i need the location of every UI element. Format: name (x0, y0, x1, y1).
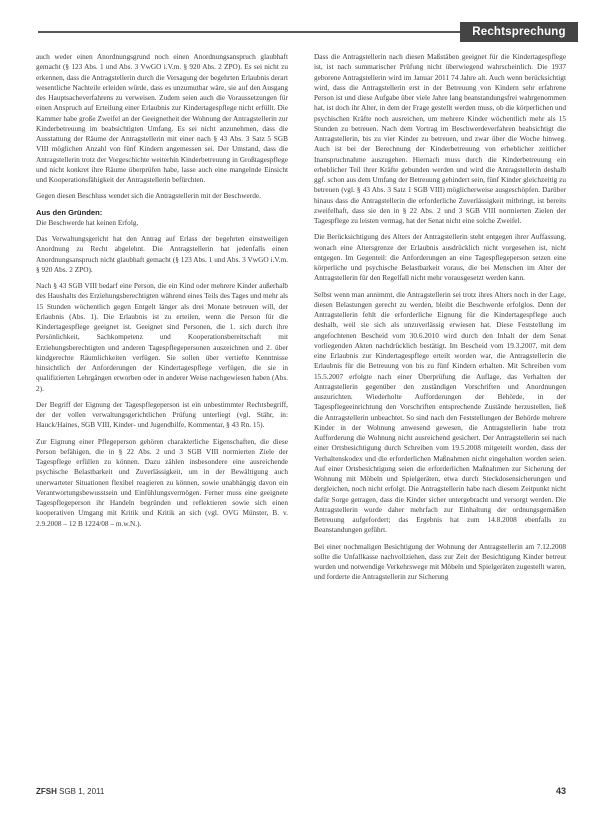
paragraph: Bei einer nochmaligen Besichtigung der Wohnung der Antragstellerin am 7.12.2008 sollte die Unfallkasse nachvollziehen, dass zur Zeit der Besichtigung Kinder betreut wurden und notwendige Verkehrswege mit Möbeln und Spielgeräten zugestellt waren, und forderte die Antragstellerin zur Sicherung (314, 541, 566, 582)
paragraph: Selbst wenn man annimmt, die Antragstellerin sei trotz ihres Alters noch in der Lage, diesen Belastungen gerecht zu werden, bleibt die Beschwerde erfolglos. Denn der Antragstellerin fehlt die erforderliche Eignung für die Kindertagespflege auch deshalb, weil sie sich als unzuverlässig erwiesen hat. Diese Feststellung im angefochtenen Bescheid vom 30.6.2010 wird durch den Inhalt der dem Senat vorliegenden Akten nachdrücklich bestätigt. Im Bescheid vom 19.3.2007, mit dem eine Erlaubnis zur Kindertagespflege erteilt worden war, die Antragstellerin die Erlaubnis für die Betreuung von bis zu fünf Kindern erhalten. Mit Schreiben vom 15.5.2007 erfolgte nach einer Überprüfung die Auflage, das Verhalten der Antragstellerin gegenüber den zuständigen Vorschriften und Anordnungen auszurichten. Wiederholte Aufforderungen der Behörde, in der Tagespflegeeinrichtung den Vorschriften entsprechende Zustände herzustellen, ließ die Antragstellerin unbeachtet. So sind nach den Feststellungen der Behörde mehrere Kinder in der Wohnung anwesend gewesen, die Antragstellerin habe trotz Aufforderung die Wohnung nicht ausreichend gesichert. Der Antragstellerin sei nach einer Ortsbesichtigung durch Schreiben vom 19.5.2008 mitgeteilt worden, dass der Verhaltenskodex und die erforderlichen Maßnahmen nicht eingehalten worden seien. Auf einer Ortsbesichtigung seien die erforderlichen Maßnahmen zur Sicherung der Wohnung mit Möbeln und Spielgeräten, etwa durch Steckdosensicherungen und dergleichen, noch nicht erfolgt. Die Antragstellerin habe nach diesem Zeitpunkt nicht dafür Sorge getragen, dass die Kinder sicher untergebracht und versorgt werden. Die Antragstellerin wurde daher mehrfach zur Einhaltung der ordnungsgemäßen Betreuung aufgefordert; das Ergebnis hat zum 14.8.2008 ebenfalls zu Beanstandungen geführt. (314, 289, 566, 535)
journal-citation (36, 787, 104, 796)
paragraph: Dass die Antragstellerin nach diesen Maßstäben geeignet für die Kindertagespflege ist, ist nach summarischer Prüfung nicht überwiegend wahrscheinlich. Die 1937 geborene Antragstellerin wird im Januar 2011 74 Jahre alt. Auch wenn berücksichtigt wird, dass die Antragstellerin erst in der Betreuung von Kindern sehr erfahrene Person ist und diese Aufgabe über viele Jahre lang beanstandungsfrei wahrgenommen hat, ist doch ihr Alter, in dem der Frage gestellt werden muss, ob die körperlichen und psychischen Kräfte noch ausreichen, um mehrere Kinder wöchentlich mehr als 15 Stunden zu betreuen. Nach dem Vortrag im Beschwerdeverfahren beabsichtigt die Antragstellerin, bis zu vier Kinder zu betreuen, und zwar über die Woche hinweg. Auch ist bei der Berechnung der Kinderbetreuung von erheblicher zeitlicher Inanspruchnahme auszugehen. Hiernach muss durch die Kinderbetreuung ein erheblicher Teil ihrer Kräfte gebunden werden und wird die Antragstellerin deshalb ggf. schon aus dem Umfang der Betreuung gehindert sein, fünf Kinder gleichzeitig zu betreuen (vgl. § 43 Abs. 3 Satz 1 SGB VIII) möglicherweise ausgeschöpfen. Darüber hinaus dass die Antragstellerin die erforderliche Zuverlässigkeit mitbringt, ist bereits zweifelhaft, dass sie den in § 22 Abs. 2 und 3 SGB VIII normierten Zielen der Tagespflege zu leisten vermag, hat der Senat nicht eine solche Zweifel. (314, 52, 566, 225)
left-column (36, 52, 288, 535)
section-title: Rechtsprechung (460, 22, 578, 42)
section-subheading: Die Beschwerde hat keinen Erfolg. (36, 217, 139, 227)
paragraph: Nach § 43 SGB VIII bedarf eine Person, die ein Kind oder mehrere Kinder außerhalb des Haushalts des Erziehungsberechtigten während eines Teils des Tages und mehr als 15 Stunden wöchentlich gegen Entgelt länger als drei Monate betreuen will, der Erlaubnis (Abs. 1). Die Erlaubnis ist zu erteilen, wenn die Person für die Kindertagespflege geeignet ist. Geeignet sind Personen, die 1. sich durch ihre Persönlichkeit, Sachkompetenz und Kooperationsbereitschaft mit Erziehungsberechtigten und anderen Tagespflegepersonen auszeichnen und 2. über kindgerechte Räumlichkeiten verfügen. Sie sollen über vertiefte Kenntnisse hinsichtlich der Anforderungen der Kindertagespflege verfügen, die sie in qualifizierten Lehrgängen erworben oder in anderer Weise nachgewiesen haben (Abs. 2). (36, 281, 288, 393)
paragraph: auch weder einen Anordnungsgrund noch einen Anordnungsanspruch glaubhaft gemacht (§ 123 Abs. 1 und Abs. 3 VwGO i.V.m. § 920 Abs. 2 ZPO). Es sei nicht zu erkennen, dass die Antragstellerin durch die Versagung der begehrten Erlaubnis derart wesentliche Nachteile erleiden würde, dass es unzumutbar wäre, sie auf den Ausgang des Hauptsacheverfahrens zu verweisen. Zudem seien auch die Voraussetzungen für einen Anspruch auf Erteilung einer Erlaubnis zur Kindertagespflege nicht erfüllt. Die Kammer habe große Zweifel an der Geeignetheit der Wohnung der Antragstellerin zur Kinderbetreuung im beabsichtigten Umfang. Es sei nicht anzunehmen, dass die Ausstattung der Räume der Antragstellerin mit einer nach § 43 Abs. 3 Satz 5 SGB VIII möglichen Anzahl von fünf Kindern angemessen sei. Der Umstand, dass die Antragstellerin trotz der Vorgeschichte weiterhin Kinderbetreuung in Großtagespflege und nicht konkret ihre Räume überprüfen habe, lasse auch eine mangelnde Einsicht und Kooperationsfähigkeit der Antragstellerin befürchten. (36, 52, 288, 184)
right-column (314, 52, 566, 589)
paragraph: Die Berücksichtigung des Alters der Antragstellerin steht entgegen ihrer Auffassung, wonach eine Altersgrenze der Erlaubnis ausdrücklich nicht vorgesehen ist, nicht entgegen. Im Gegenteil: die Anforderungen an eine Tagespflegeperson setzen eine körperliche und psychische Belastbarkeit voraus, die bei Menschen im Alter der Antragstellerin für den Regelfall nicht mehr vorausgesetzt werden kann. (314, 232, 566, 283)
journal-name: ZFSH (36, 787, 57, 796)
page-number: 43 (555, 786, 566, 796)
paragraph: Der Begriff der Eignung der Tagespflegeperson ist ein unbestimmter Rechtsbegriff, der der vollen verwaltungsgerichtlichen Prüfung unterliegt (vgl. Stähr, in: Hauck/Haines, SGB VIII, Kinder- und Jugendhilfe, Kommentar, § 43 Rn. 15). (36, 399, 288, 430)
paragraph: Das Verwaltungsgericht hat den Antrag auf Erlass der begehrten einstweiligen Anordnung zu Recht abgelehnt. Die Antragstellerin hat jedenfalls einen Anordnungsanspruch nicht glaubhaft gemacht (§ 123 Abs. 1 und Abs. 3 VwGO i.V.m. § 920 Abs. 2 ZPO). (36, 234, 288, 274)
page-footer (36, 787, 566, 801)
section-heading: Aus den Gründen: (36, 207, 103, 217)
paragraph: Zur Eignung einer Pflegeperson gehören charakterliche Eigenschaften, die diese Person befähigen, die in § 22 Abs. 2 und 3 SGB VIII normierten Ziele der Tagespflege erfüllen zu können. Dazu zählen insbesondere eine ausreichende psychische Belastbarkeit und Zuverlässigkeit, um in der Bewältigung auch unerwarteter Situationen flexibel reagieren zu können, sowie unabhängig davon ein Verantwortungsbewusstsein und Einfühlungsvermögen. Ferner muss eine geeignete Tagespflegeperson ihr Handeln begründen und reflektieren sowie sich einen kooperativen Umgang mit Kritik und Kritik an sich (vgl. OVG Münster, B. v. 2.9.2008 – 12 B 1224/08 – m.w.N.). (36, 436, 288, 528)
paragraph: Gegen diesen Beschluss wendet sich die Antragstellerin mit der Beschwerde. (36, 191, 261, 201)
journal-issue: SGB 1, 2011 (59, 787, 105, 796)
